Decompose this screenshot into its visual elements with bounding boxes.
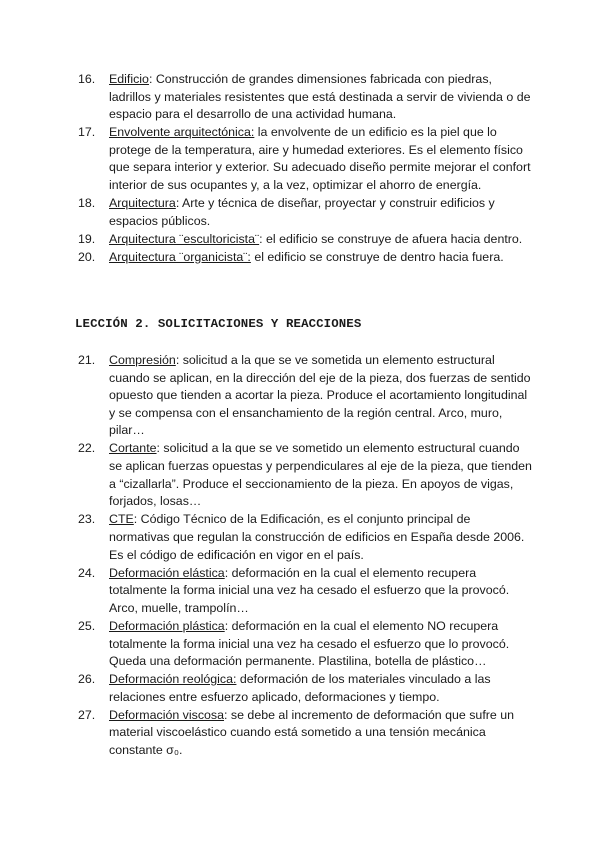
item-number: 22. xyxy=(78,441,96,456)
term-label: Arquitectura xyxy=(109,196,176,211)
item-number: 18. xyxy=(78,196,96,211)
definition-item xyxy=(0,231,600,249)
definition-item xyxy=(0,71,600,124)
item-number: 25. xyxy=(78,618,96,633)
item-number: 26. xyxy=(78,672,96,687)
item-number: 24. xyxy=(78,565,96,580)
item-number: 17. xyxy=(78,125,96,140)
definition-text: : solicitud a la que se ve sometida un elemento estructural cuando se aplican, en la dirección del eje de la pieza, dos fuerzas de sentido opuesto que tienden a acortar la pieza. Produce el acortamiento longitudinal y se compensa con el ensanchamiento de la región central. Arco, muro, pilar… xyxy=(109,353,531,438)
definition-item xyxy=(0,249,600,267)
term-label: Compresión xyxy=(109,353,176,367)
definition-item xyxy=(0,124,600,194)
definition-item xyxy=(0,195,600,230)
item-number: 27. xyxy=(78,707,96,722)
definition-text: el edificio se construye de dentro hacia fuera. xyxy=(250,249,504,264)
item-number: 21. xyxy=(78,353,96,367)
definition-text: : Construcción de grandes dimensiones fabricada con piedras, ladrillos y materiales resistentes que está destinada a servir de vivienda o de espacio para el desarrollo de una actividad humana. xyxy=(109,72,531,122)
definition-item xyxy=(0,618,600,671)
term-label: Deformación plástica xyxy=(109,618,225,633)
definition-text: : deformación en la cual el elemento recupera totalmente la forma inicial una vez ha cesado el esfuerzo que la provocó. Arco, muelle, trampolín… xyxy=(109,565,510,615)
term-label: CTE xyxy=(109,512,134,527)
definition-item xyxy=(0,565,600,618)
definition-item xyxy=(0,671,600,706)
item-number: 19. xyxy=(78,231,96,246)
definition-text: : el edificio se construye de afuera hacia dentro. xyxy=(259,231,523,246)
term-label: Cortante xyxy=(109,441,157,456)
definition-text: : deformación en la cual el elemento NO recupera totalmente la forma inicial una vez ha cesado el esfuerzo que lo provocó. Queda una deformación permanente. Plastilina, botella de plástico… xyxy=(109,618,510,669)
definition-text: deformación de los materiales vinculado a las relaciones entre esfuerzo aplicado, deformaciones y tiempo. xyxy=(109,672,491,704)
definition-text: la envolvente de un edificio es la piel que lo protege de la temperatura, aire y humedad exteriores. Es el elemento físico que separa interior y exterior. Su adecuado diseño permite mejorar el confort interior de sus ocupantes y, a la vez, optimizar el ahorro de energía. xyxy=(109,125,531,193)
definition-item xyxy=(0,707,600,760)
term-label: Envolvente arquitectónica: xyxy=(109,125,255,140)
definition-text: : solicitud a la que se ve sometido un elemento estructural cuando se aplican fuerzas opuestas y perpendiculares al eje de la pieza, que tienden a “cizallarla”. Produce el seccionamiento de la pieza. En apoyos de vigas, forjados, losas… xyxy=(109,441,532,509)
term-label: Arquitectura ¨escultoricista¨ xyxy=(109,231,260,246)
definition-list-1 xyxy=(0,71,600,267)
term-label: Deformación reológica: xyxy=(109,672,237,687)
definition-text: : Código Técnico de la Edificación, es el conjunto principal de normativas que regulan la construcción de edificios en España desde 2006. Es el código de edificación en vigor en el país. xyxy=(109,512,525,562)
definition-text: : se debe al incremento de deformación que sufre un material viscoelástico cuando está sometido a una tensión mecánica constante σ₀. xyxy=(109,707,514,758)
term-label: Deformación viscosa xyxy=(109,707,225,722)
item-number: 16. xyxy=(78,72,96,86)
definition-item xyxy=(0,511,600,564)
item-number: 23. xyxy=(78,512,96,527)
item-number: 20. xyxy=(78,249,96,264)
section-heading: LECCIÓN 2. SOLICITACIONES Y REACCIONES xyxy=(75,317,362,331)
definition-item xyxy=(0,352,600,440)
definition-list-2 xyxy=(0,352,600,760)
term-label: Deformación elástica xyxy=(109,565,225,580)
term-label: Edificio xyxy=(109,72,149,86)
definition-text: : Arte y técnica de diseñar, proyectar y construir edificios y espacios públicos. xyxy=(109,196,495,228)
term-label: Arquitectura ¨organicista¨: xyxy=(109,249,251,264)
definition-item xyxy=(0,440,600,510)
